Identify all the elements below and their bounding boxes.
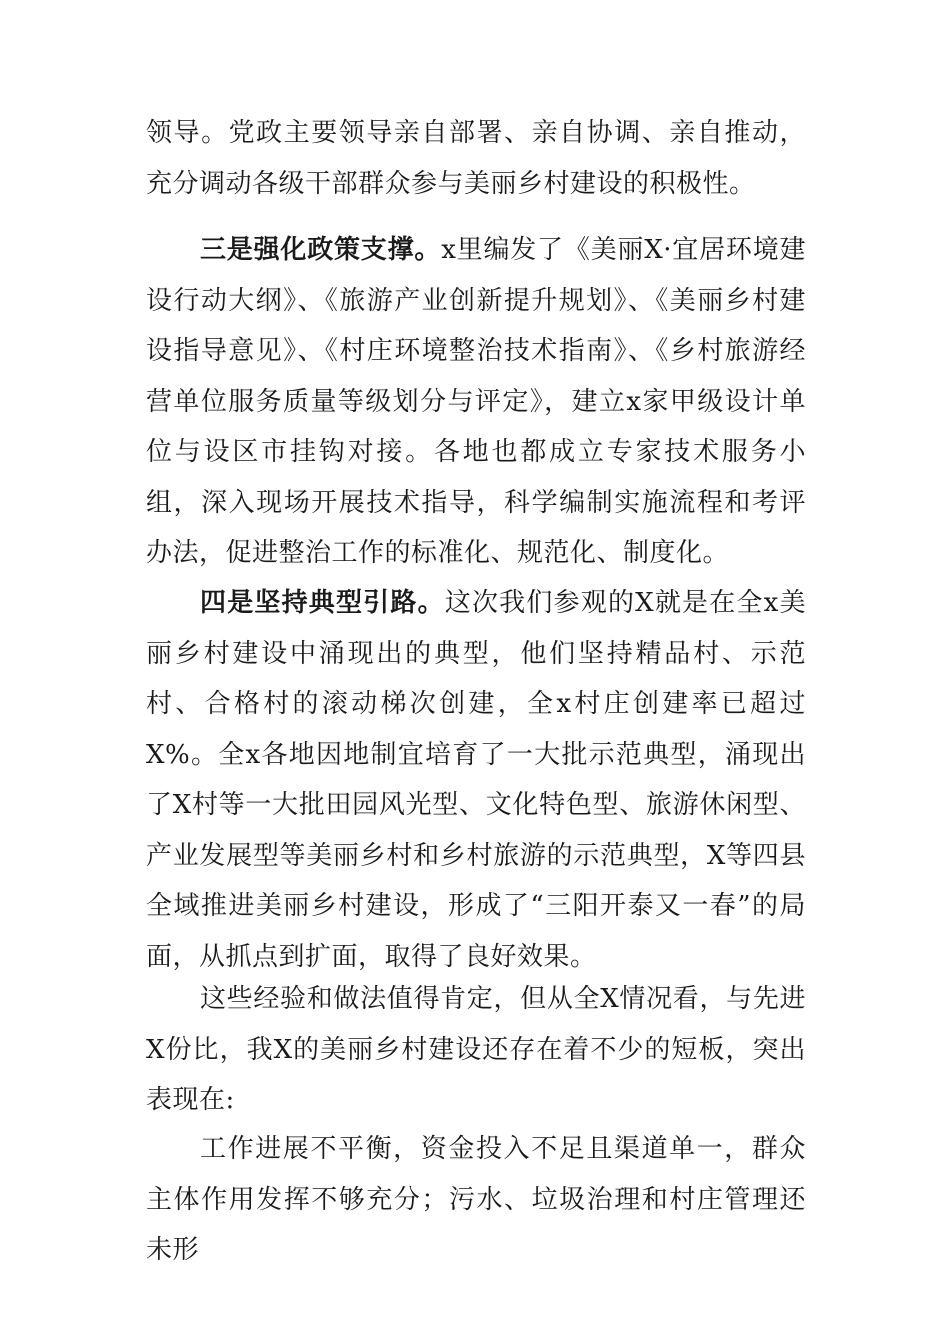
paragraph-text: x里编发了《美丽X·宜居环境建设行动大纲》、《旅游产业创新提升规划》、《美丽乡村建设指导意见》、《村庄环境整治技术指南》、《乡村旅游经营单位服务质量等级划分与评定》，建立x家甲级设计单位与设区市挂钩对接。各地也都成立专家技术服务小组，深入现场开展技术指导，科学编制实施流程和考评办法，促进整治工作的标准化、规范化、制度化。 — [146, 235, 806, 568]
paragraph-problems — [146, 1124, 806, 1276]
paragraph-shortcomings — [146, 974, 806, 1126]
paragraph-text: 工作进展不平衡，资金投入不足且渠道单一，群众主体作用发挥不够充分；污水、垃圾治理和村庄管理还未形 — [146, 1134, 806, 1265]
paragraph-text: 领导。党政主要领导亲自部署、亲自协调、亲自推动，充分调动各级干部群众参与美丽乡村建设的积极性。 — [146, 118, 806, 199]
paragraph-lead-heading: 三是强化政策支撑。 — [200, 235, 442, 265]
paragraph-lead-heading: 四是坚持典型引路。 — [200, 588, 445, 618]
paragraph-typical-model — [146, 578, 806, 982]
paragraph-continuation — [146, 108, 806, 209]
paragraph-text: 这些经验和做法值得肯定，但从全X情况看，与先进X份比，我X的美丽乡村建设还存在着不少的短板，突出表现在: — [146, 984, 806, 1115]
paragraph-policy-support — [146, 225, 806, 579]
paragraph-text: 这次我们参观的X就是在全x美丽乡村建设中涌现出的典型，他们坚持精品村、示范村、合格村的滚动梯次创建，全x村庄创建率已超过X%。全x各地因地制宜培育了一大批示范典型，涌现出了X村等一大批田园风光型、文化特色型、旅游休闲型、产业发展型等美丽乡村和乡村旅游的示范典型，X等四县全域推进美丽乡村建设，形成了“三阳开泰又一春”的局面，从抓点到扩面，取得了良好效果。 — [146, 588, 806, 972]
